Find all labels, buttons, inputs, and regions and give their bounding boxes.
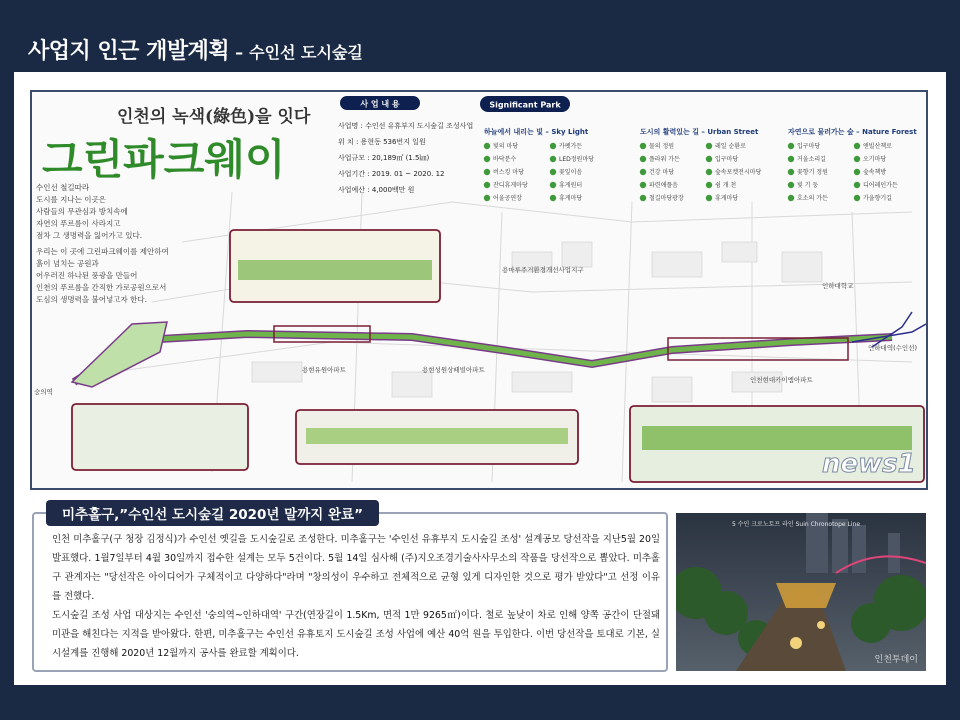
intro-line: 도시를 지나는 이곳은 [36, 195, 106, 204]
rendering-photo-svg [676, 513, 926, 671]
legend-item: 레일 순환로 [715, 143, 746, 150]
legend-item: 앤빌산책로 [863, 143, 892, 150]
legend-marker-icon [788, 156, 794, 162]
legend-marker-icon [640, 169, 646, 175]
project-item: 위 치 : 용현동 536번지 일원 [338, 138, 426, 146]
legend-item: 오기마당 [863, 156, 887, 163]
intro-line: 점차 그 생명력을 잃어가고 있다. [36, 231, 143, 240]
legend-item: 입구마당 [715, 156, 739, 163]
article-paragraph: 인천 미추홀구(구 청장 김정식)가 수인선 옛길을 도시숲길로 조성한다. 미추홀구는 '수인선 유휴부지 도시숲길 조성' 설계공모 당선작을 지난5월 20일 발표했다. 1월7일부터 4월 30일까지 접수한 설계는 모두 5건이다. 5월 14일 심사해 (주)지오조경기술사사무소의 작품을 당선작으로 뽑았다. 미추홀구 관계자는 "당선작은 아이디어가 구체적이고 다양하다"라며 "창의성이 우수하고 전체적으로 균형 있게 디자인한 것으로 평가 받았다"고 선정 이유를 전했다. [52, 534, 660, 602]
urban-street-title: 도시의 활력있는 길 – Urban Street [640, 128, 759, 136]
legend-item: 거울소리길 [797, 156, 826, 163]
intro-line: 자연의 푸르름이 사라지고 [36, 219, 121, 228]
detail-callout-3-green [306, 428, 568, 444]
article-headline: 미추홀구,”수인선 도시숲길 2020년 말까지 완료” [46, 500, 379, 526]
legend-item: 카펫가든 [559, 143, 583, 150]
place-label: 인천현대카이엠아파트 [750, 376, 813, 384]
article-paragraph: 도시숲길 조성 사업 대상지는 수인선 '숭의역~인하대역' 구간(연장길이 1.5Km, 면적 1만 9265㎡)이다. 철로 높낮이 차로 인해 양쪽 공간이 단절돼 미관을 해친다는 지적을 받아왔다. 한편, 미추홀구는 수인선 유휴토지 도시숲길 조성 사업에 예산 40억 원을 투입한다. 이번 당선작을 토대로 기본, 실시설계를 진행해 2020년 12월까지 공사를 완료할 계획이다. [52, 610, 660, 659]
photo-caption: 5 수인 크로노토프 라인 Suin Chronotope Line [732, 521, 861, 528]
legend-item: 어울공연장 [493, 195, 522, 202]
legend-marker-icon [854, 143, 860, 149]
legend-marker-icon [706, 195, 712, 201]
legend-marker-icon [550, 143, 556, 149]
legend-marker-icon [550, 169, 556, 175]
place-label: 인하대학교 [822, 282, 854, 290]
intro-line: 인천의 푸르름을 간직한 가로공원으로서 [36, 283, 167, 292]
project-box-title: 사 업 내 용 [360, 99, 400, 109]
legend-item: 버스킹 마당 [493, 169, 524, 176]
legend-item: 디어레인가든 [863, 182, 898, 189]
legend-marker-icon [640, 182, 646, 188]
place-label: 용현유원아파트 [302, 366, 346, 374]
legend-marker-icon [706, 156, 712, 162]
lamp [790, 637, 802, 649]
legend-item: 입구마당 [797, 143, 821, 150]
legend-item: 빛의 마당 [493, 143, 519, 150]
intro-line: 수인선 철길따라 [36, 183, 90, 192]
legend-item: 휴게마당 [715, 195, 739, 202]
legend-item: 바닥분수 [493, 156, 517, 163]
place-label: 용마루주거환경개선사업지구 [502, 266, 584, 274]
legend-item: 꽃잎이음 [559, 169, 583, 176]
legend-marker-icon [550, 182, 556, 188]
intro-line: 흙이 넘치는 공원과 [36, 259, 99, 268]
legend-item: 쉼 개 천 [715, 182, 737, 189]
nature-forest-title: 자연으로 물러가는 숲 – Nature Forest [788, 128, 917, 136]
rendering-photo [676, 513, 926, 671]
page-subtitle: 수인선 도시숲길 [249, 43, 363, 62]
legend-marker-icon [484, 195, 490, 201]
legend-marker-icon [550, 156, 556, 162]
legend-item: 휴게마당 [559, 195, 583, 202]
legend-item: 숲속포켓전시마당 [715, 169, 762, 176]
legend-item: 호소의 가든 [797, 195, 828, 202]
legend-item: 잔디휴게마당 [493, 182, 528, 189]
intro-line: 사람들의 무관심과 방치속에 [36, 207, 128, 216]
legend-item: 가을향기길 [863, 195, 892, 202]
legend-marker-icon [640, 143, 646, 149]
legend-marker-icon [484, 143, 490, 149]
calligraphy-big: 그린파크웨이 [42, 135, 286, 184]
legend-item: 휴게원터 [559, 182, 583, 189]
legend-marker-icon [788, 182, 794, 188]
legend-item: 파련애플음 [649, 182, 678, 189]
sky-light-title: 하늘에서 내리는 빛 – Sky Light [484, 128, 589, 136]
legend-item: 숲속책방 [863, 169, 887, 176]
park-plan-image [30, 90, 928, 490]
project-item: 사업기간 : 2019. 01 ~ 2020. 12 [338, 170, 445, 178]
legend-marker-icon [706, 143, 712, 149]
project-item: 사업명 : 수인선 유휴부지 도시숲길 조성사업 [338, 122, 474, 130]
legend-marker-icon [640, 195, 646, 201]
legend-item: 빛 기 둥 [797, 182, 819, 189]
legend-item: LED정원마당 [559, 156, 594, 163]
legend-item: 플라워 가든 [649, 156, 680, 163]
legend-marker-icon [788, 169, 794, 175]
legend-marker-icon [706, 169, 712, 175]
project-item: 사업예산 : 4,000백만 원 [338, 186, 415, 194]
page-header [28, 34, 363, 68]
intro-line: 어우러진 하나된 풍광을 만들어 [36, 271, 138, 280]
legend-item: 건강 마당 [649, 169, 675, 176]
title-separator: – [235, 43, 244, 62]
legend-item: 물의 정원 [649, 143, 675, 150]
place-label: 인하대역(수인선) [868, 344, 918, 352]
page-title: 사업지 인근 개발계획 [28, 39, 230, 64]
detail-callout-2 [72, 404, 248, 470]
legend-marker-icon [854, 156, 860, 162]
news-watermark: news1 [822, 449, 916, 479]
park-plan-svg [32, 92, 926, 488]
lamp [817, 621, 825, 629]
legend-marker-icon [854, 169, 860, 175]
photo-watermark: 인천투데이 [874, 655, 918, 665]
legend-marker-icon [788, 143, 794, 149]
intro-line: 도심의 생명력을 불어넣고자 한다. [36, 295, 147, 304]
detail-callout-1-green [238, 260, 432, 280]
place-label: 숭의역 [34, 388, 53, 396]
legend-marker-icon [854, 195, 860, 201]
lit-canopy [776, 583, 836, 608]
legend-marker-icon [640, 156, 646, 162]
legend-marker-icon [484, 156, 490, 162]
detail-callout-4-green [642, 426, 912, 450]
legend-item: 철길마당광장 [649, 195, 684, 202]
place-label: 용현성원상떼빌아파트 [422, 366, 485, 374]
legend-marker-icon [854, 182, 860, 188]
intro-line: 우리는 이 곳에 그린파크웨이를 제안하여 [36, 247, 169, 256]
article-body [52, 530, 660, 663]
calligraphy-title: 인천의 녹색(綠色)을 잇다 [117, 107, 311, 127]
legend-item: 꽃향기 정원 [797, 169, 828, 176]
legend-marker-icon [484, 182, 490, 188]
legend-marker-icon [706, 182, 712, 188]
project-item: 사업규모 : 20,189㎡ (1.5㎞) [338, 154, 430, 162]
legend-marker-icon [788, 195, 794, 201]
significant-park-label: Significant Park [489, 100, 561, 110]
legend-marker-icon [550, 195, 556, 201]
legend-marker-icon [484, 169, 490, 175]
